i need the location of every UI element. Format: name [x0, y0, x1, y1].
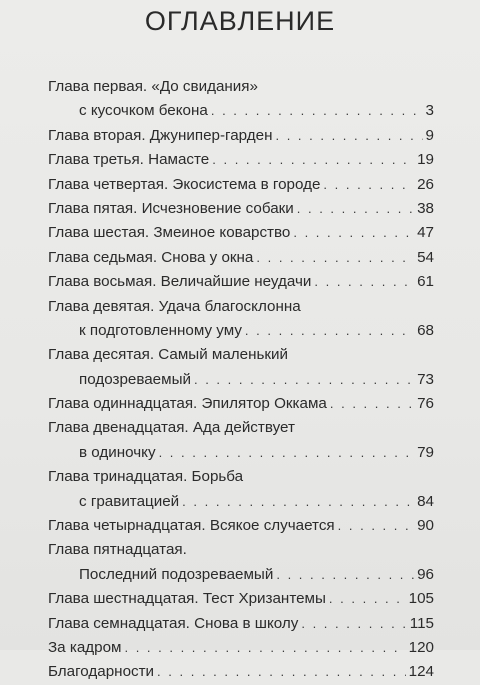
toc-entry [48, 636, 434, 660]
toc-entry-title: Последний подозреваемый [79, 565, 274, 583]
toc-entry-line [48, 538, 434, 562]
toc-entry-line [48, 563, 434, 587]
dot-leader [301, 612, 406, 636]
toc-entry [48, 148, 434, 172]
toc-page-number: 124 [408, 663, 434, 681]
toc-entry-title: Благодарности [48, 663, 155, 681]
dot-leader [194, 368, 414, 392]
toc-page-number: 3 [425, 102, 434, 120]
toc-entry-line [48, 392, 434, 416]
toc-entry-title: Глава восьмая. Величайшие неудачи [48, 273, 312, 291]
dot-leader [182, 490, 414, 514]
toc-page-number: 73 [417, 370, 434, 388]
toc-entry [48, 173, 434, 197]
toc-entry-line [48, 514, 434, 538]
toc-page-number: 115 [409, 614, 434, 632]
dot-leader [275, 124, 422, 148]
toc-entry-line [48, 319, 434, 343]
toc-entry [48, 514, 434, 538]
toc-entry [48, 465, 434, 514]
toc-entry [48, 295, 434, 344]
toc-entry-title: в одиночку [79, 443, 156, 461]
toc-entry-line [48, 416, 434, 440]
toc-entry-title: Глава двенадцатая. Ада действует [48, 419, 295, 437]
toc-entry-line [48, 173, 434, 197]
toc-entry [48, 612, 434, 636]
toc-entry-title: Глава шестнадцатая. Тест Хризантемы [48, 590, 326, 608]
dot-leader [329, 587, 406, 611]
toc-entry-line [48, 368, 434, 392]
toc-entry-title: Глава вторая. Джунипер-гарден [48, 126, 273, 144]
dot-leader [256, 246, 414, 270]
dot-leader [245, 319, 414, 343]
toc-entry-title: За кадром [48, 638, 122, 656]
toc-entry-line [48, 148, 434, 172]
toc-page-number: 61 [417, 273, 434, 291]
dot-leader [157, 660, 406, 684]
dot-leader [212, 148, 414, 172]
toc-entry-line [48, 124, 434, 148]
toc-entry-title: к подготовленному уму [79, 321, 242, 339]
toc-entry-title: Глава десятая. Самый маленький [48, 346, 289, 364]
toc-page-number: 120 [408, 638, 434, 656]
toc-entry-title: Глава семнадцатая. Снова в школу [48, 614, 299, 632]
toc-entry-line [48, 660, 434, 684]
toc-entry-title: Глава третья. Намасте [48, 151, 210, 169]
toc-entry-title: Глава первая. «До свидания» [48, 78, 258, 95]
toc-page-number: 26 [417, 175, 434, 193]
toc-entry-line [48, 99, 434, 123]
table-of-contents [48, 75, 434, 685]
toc-entry [48, 392, 434, 416]
toc-entry [48, 124, 434, 148]
toc-entry [48, 660, 434, 684]
toc-heading: ОГЛАВЛЕНИЕ [144, 6, 336, 36]
toc-entry-title: с гравитацией [79, 492, 180, 510]
toc-page-number: 76 [417, 395, 434, 413]
toc-entry-line [48, 343, 434, 367]
toc-page-number: 90 [417, 517, 434, 535]
toc-entry [48, 75, 434, 124]
toc-entry-title: Глава пятая. Исчезновение собаки [48, 199, 294, 217]
toc-entry-title: Глава седьмая. Снова у окна [48, 248, 254, 266]
dot-leader [330, 392, 414, 416]
toc-entry [48, 246, 434, 270]
toc-entry-title: Глава шестая. Змеиное коварство [48, 224, 291, 242]
toc-entry [48, 197, 434, 221]
toc-entry-line [48, 441, 434, 465]
toc-entry [48, 343, 434, 392]
dot-leader [297, 197, 414, 221]
toc-page-number: 47 [417, 224, 434, 242]
toc-entry-line [48, 490, 434, 514]
toc-page-number: 105 [408, 590, 434, 608]
toc-entry-title: подозреваемый [79, 370, 191, 388]
toc-entry-title: Глава тринадцатая. Борьба [48, 468, 244, 486]
toc-page-number: 79 [417, 443, 434, 461]
toc-entry [48, 270, 434, 294]
toc-entry-line [48, 465, 434, 489]
dot-leader [323, 173, 414, 197]
toc-page-number: 19 [417, 151, 434, 169]
toc-entry-title: Глава девятая. Удача благосклонна [48, 297, 301, 315]
toc-entry-line [48, 197, 434, 221]
toc-entry-title: Глава одиннадцатая. Эпилятор Оккама [48, 395, 327, 413]
toc-entry-line [48, 75, 434, 99]
dot-leader [314, 270, 414, 294]
toc-entry-title: Глава четвертая. Экосистема в городе [48, 175, 321, 193]
toc-entry-title: Глава пятнадцатая. [48, 541, 187, 559]
toc-page-number: 96 [417, 565, 434, 583]
dot-leader [211, 99, 423, 123]
dot-leader [338, 514, 414, 538]
dot-leader [293, 221, 414, 245]
toc-entry-line [48, 295, 434, 319]
toc-entry [48, 416, 434, 465]
toc-entry-line [48, 221, 434, 245]
toc-entry-title: Глава четырнадцатая. Всякое случается [48, 517, 335, 535]
toc-entry-line [48, 636, 434, 660]
toc-entry [48, 538, 434, 587]
dot-leader [124, 636, 405, 660]
toc-entry-line [48, 612, 434, 636]
toc-page-number: 84 [417, 492, 434, 510]
toc-entry-line [48, 587, 434, 611]
toc-page-number: 68 [417, 321, 434, 339]
dot-leader [276, 563, 414, 587]
toc-entry-title: с кусочком бекона [79, 102, 208, 120]
toc-page-number: 9 [425, 126, 434, 144]
dot-leader [159, 441, 415, 465]
toc-page-number: 54 [417, 248, 434, 266]
toc-entry-line [48, 270, 434, 294]
toc-entry [48, 587, 434, 611]
toc-entry-line [48, 246, 434, 270]
toc-page-number: 38 [417, 199, 434, 217]
toc-entry [48, 221, 434, 245]
